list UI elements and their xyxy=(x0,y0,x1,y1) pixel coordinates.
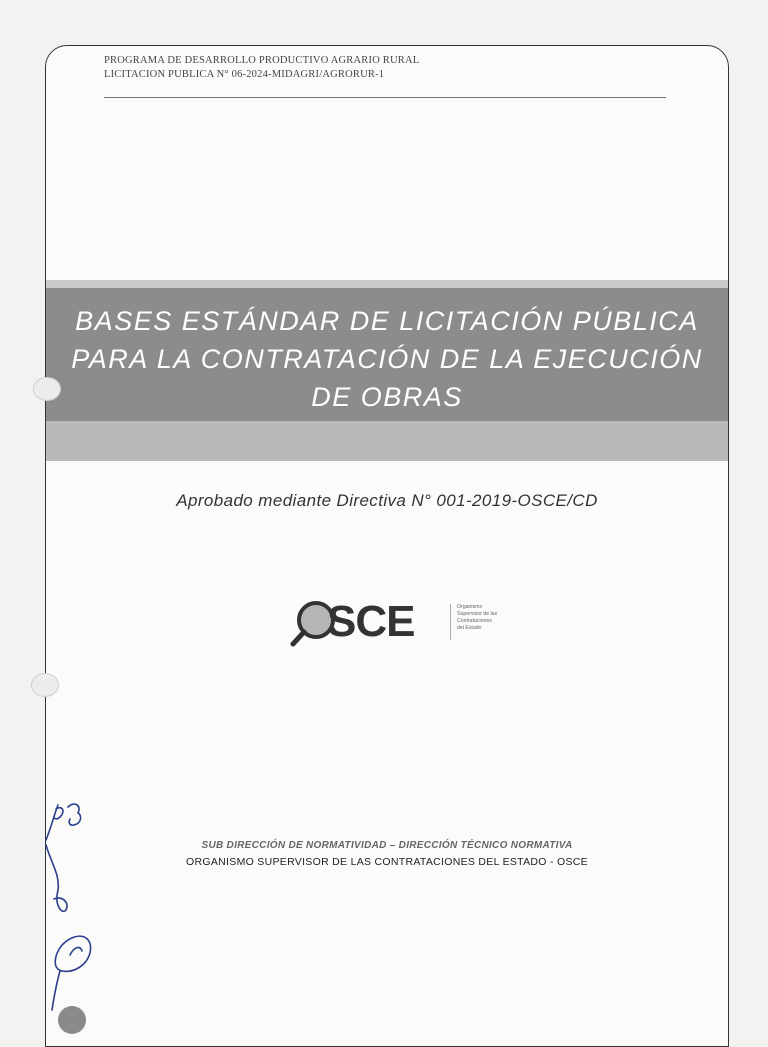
logo-divider xyxy=(450,604,451,640)
header-program: PROGRAMA DE DESARROLLO PRODUCTIVO AGRARIO RURAL xyxy=(104,55,420,66)
logo-sub-3: Contrataciones xyxy=(457,618,492,624)
punch-hole-bottom xyxy=(31,673,59,697)
logo-wordmark: SCE xyxy=(327,597,415,646)
footer-organism: ORGANISMO SUPERVISOR DE LAS CONTRATACIONES DEL ESTADO - OSCE xyxy=(186,856,588,868)
corner-mark xyxy=(58,1006,86,1034)
title-band-top xyxy=(46,280,728,288)
title-band-bottom xyxy=(46,421,728,461)
title-line-3: DE OBRAS xyxy=(311,382,463,412)
logo-sub-4: del Estado xyxy=(457,625,482,631)
document-header xyxy=(104,54,664,82)
document-page xyxy=(45,45,729,1047)
header-tender: LICITACION PUBLICA N° 06-2024-MIDAGRI/AGRORUR-1 xyxy=(104,69,385,80)
osce-logo xyxy=(289,598,519,658)
logo-sub-1: Organismo xyxy=(457,604,483,610)
footer-subdirection: SUB DIRECCIÓN DE NORMATIVIDAD – DIRECCIÓN TÉCNICO NORMATIVA xyxy=(201,840,573,851)
punch-hole-top xyxy=(33,377,61,401)
logo-subtitle xyxy=(457,604,527,632)
header-rule xyxy=(104,97,666,98)
title-line-1: BASES ESTÁNDAR DE LICITACIÓN PÚBLICA xyxy=(75,306,699,336)
document-title xyxy=(46,302,728,416)
title-band xyxy=(46,288,728,421)
handwritten-signature-icon xyxy=(32,795,122,1015)
approval-note: Aprobado mediante Directiva N° 001-2019-OSCE/CD xyxy=(176,491,598,510)
logo-sub-2: Supervisor de las xyxy=(457,611,498,617)
title-line-2: PARA LA CONTRATACIÓN DE LA EJECUCIÓN xyxy=(71,344,703,374)
document-footer xyxy=(46,838,728,870)
